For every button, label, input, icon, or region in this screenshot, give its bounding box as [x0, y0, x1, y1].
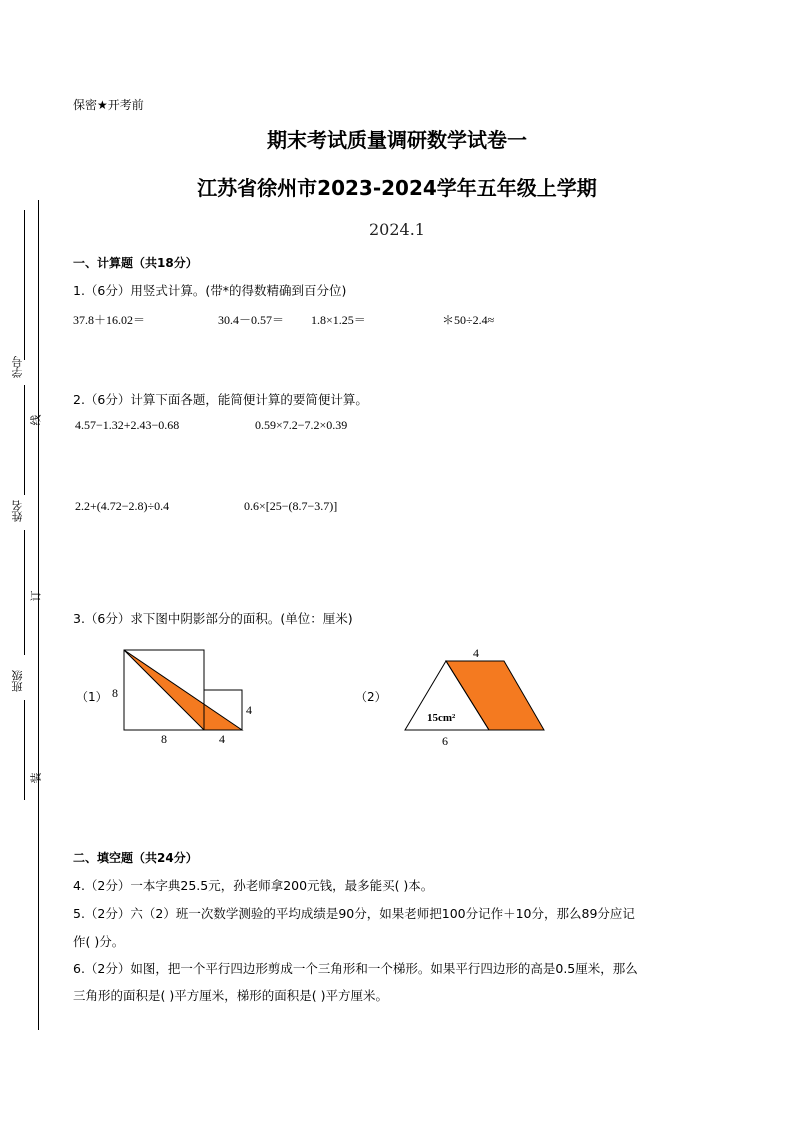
section-1-heading: 一、计算题（共18分）	[73, 256, 198, 270]
binding-line-low	[24, 530, 25, 655]
class-label: 班级	[11, 670, 24, 692]
figure-2-bottom-label: 6	[442, 734, 448, 748]
order-mark: 订	[29, 590, 43, 602]
q2-expr-2: 0.59×7.2−7.2×0.39	[255, 418, 348, 432]
figure-1-tag: （1）	[76, 690, 108, 704]
question-6-line-1: 6.（2分）如图，把一个平行四边形剪成一个三角形和一个梯形。如果平行四边形的高是0.5厘米，那么	[73, 961, 638, 976]
question-6-line-2: 三角形的面积是( )平方厘米，梯形的面积是( )平方厘米。	[73, 988, 388, 1003]
binding-line-mid	[24, 385, 25, 495]
question-1: 1.（6分）用竖式计算。(带*的得数精确到百分位)	[73, 283, 347, 298]
question-5-line-1: 5.（2分）六（2）班一次数学测验的平均成绩是90分，如果老师把100分记作＋10分，那么89分应记	[73, 906, 635, 921]
section-2-heading: 二、填空题（共24分）	[73, 851, 198, 865]
figure-1-big-side-label: 8	[112, 686, 118, 700]
binding-line-left	[38, 200, 39, 1030]
student-number-label: 学号	[11, 356, 24, 378]
question-4: 4.（2分）一本字典25.5元，孙老师拿200元钱，最多能买( )本。	[73, 878, 434, 893]
figure-2-top-label: 4	[473, 646, 479, 660]
q1-expr-2: 30.4－0.57＝	[218, 313, 285, 327]
page-subtitle: 江苏省徐州市2023-2024学年五年级上学期	[197, 176, 597, 200]
q2-expr-1: 4.57−1.32+2.43−0.68	[75, 418, 180, 432]
page-title: 期末考试质量调研数学试卷一	[267, 128, 527, 152]
line-mark: 线	[29, 414, 43, 426]
question-3: 3.（6分）求下图中阴影部分的面积。(单位：厘米)	[73, 611, 353, 626]
bind-mark: 装	[29, 772, 43, 784]
q1-expr-3: 1.8×1.25＝	[311, 313, 366, 327]
q2-expr-3: 2.2+(4.72−2.8)÷0.4	[75, 499, 170, 513]
figure-1-diagram	[108, 642, 268, 750]
question-2: 2.（6分）计算下面各题，能简便计算的要简便计算。	[73, 392, 368, 407]
q1-expr-4: ＊50÷2.4≈	[442, 313, 495, 327]
figure-2-shaded-region	[446, 661, 544, 730]
q2-expr-4: 0.6×[25−(8.7−3.7)]	[244, 499, 338, 513]
figure-1-big-bottom-label: 8	[161, 732, 167, 746]
q1-expr-1: 37.8＋16.02＝	[73, 313, 146, 327]
exam-date: 2024.1	[369, 220, 425, 239]
figure-1-small-side-label: 4	[246, 703, 252, 717]
name-label: 姓名	[11, 500, 24, 522]
binding-line-bottom	[24, 700, 25, 800]
figure-2-diagram	[398, 642, 558, 750]
confidential-label: 保密★开考前	[73, 98, 144, 112]
figure-2-area-label: 15cm²	[427, 712, 456, 724]
figure-1-small-bottom-label: 4	[219, 732, 225, 746]
figure-2-tag: （2）	[355, 690, 387, 704]
question-5-line-2: 作( )分。	[73, 934, 125, 949]
